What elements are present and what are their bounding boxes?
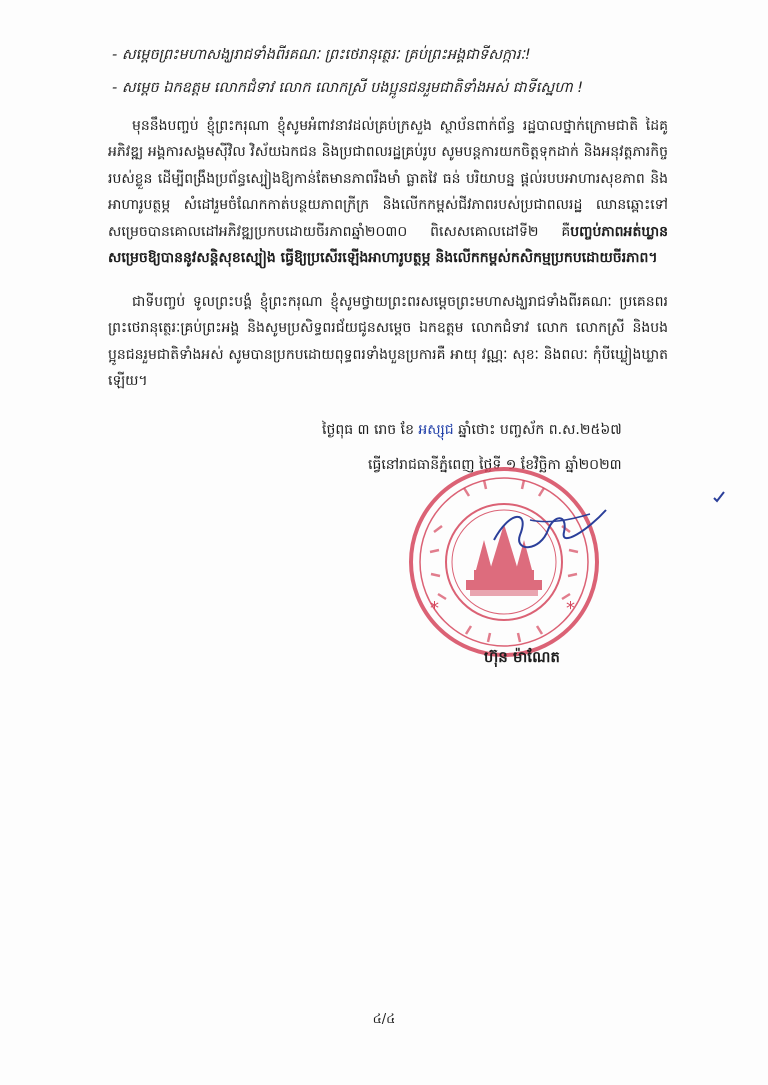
lunar-month: អស្សុជ [418,422,454,438]
appeal-text: មុននឹងបញ្ចប់ ខ្ញុំព្រះករុណា ខ្ញុំសូមអំពាវនាវដល់គ្រប់ក្រសួង ស្ថាប័នពាក់ព័ន្ធ រដ្ឋបាលថ្នាក់ក្រោមជាតិ ដៃគូអភិវឌ្ឍ អង្គការសង្គមស៊ីវិល វិស័យឯកជន និងប្រជាពលរដ្ឋគ្រប់រូប សូមបន្តការយកចិត្តទុកដាក់ និងអនុវត្តភារកិច្ចរបស់ខ្លួន ដើម្បីពង្រឹងប្រព័ន្ធស្បៀងឱ្យកាន់តែមានភាពរឹងមាំ ធ្លាតវៃ ធន់ បរិយាបន្ន ផ្ដល់របបអាហារសុខភាព និងអាហារូបត្ថម្ភ សំដៅរួមចំណែកកាត់បន្ថយភាពក្រីក្រ និងលើកកម្ពស់ជីវភាពរបស់ប្រជាពលរដ្ឋ ឈានឆ្ពោះទៅសម្រេចបានគោលដៅអភិវឌ្ឍប្រកបដោយចីរភាពឆ្នាំ២០៣០ ពិសេសគោលដៅទី២ គឺ [108,118,668,240]
svg-text:*: * [430,598,439,619]
svg-text:*: * [566,598,575,619]
salutation-line-2: - សម្ដេច ឯកឧត្ដម លោកជំទាវ លោក លោកស្រី បងប្អូនជនរួមជាតិទាំងអស់ ជាទីស្នេហា ! [112,80,584,96]
lunar-date-prefix: ថ្ងៃពុធ ៣ រោច ខែ [322,422,414,438]
solar-date: ធ្វើនៅរាជធានីភ្នំពេញ ថ្ងៃទី ១ ខែវិច្ឆិកា ឆ្នាំ២០២៣ [368,457,622,473]
official-seal-stamp [404,462,604,662]
signatory-name: ហ៊ុន ម៉ាណែត [484,648,560,666]
blessing-text: ជាទីបញ្ចប់ ទូលព្រះបង្គំ ខ្ញុំព្រះករុណា ខ្ញុំសូមថ្វាយព្រះពរសម្ដេចព្រះមហាសង្ឃរាជទាំងពីរគណៈ ប្រគេនពរព្រះថេរានុត្ថេរៈគ្រប់ព្រះអង្គ និងសូមប្រសិទ្ធពរជ័យជូនសម្ដេច ឯកឧត្ដម លោកជំទាវ លោក លោកស្រី និងបងប្អូនជនរួមជាតិទាំងអស់ សូមបានប្រកបដោយពុទ្ធពរទាំងបួនប្រការគឺ អាយុ វណ្ណៈ សុខៈ និងពលៈ កុំបីឃ្លៀងឃ្លាតឡើយ។ [108,294,668,390]
checkmark-icon [712,489,726,503]
appeal-bold-goal: បញ្ចប់ភាពអត់ឃ្លាន សម្រេចឱ្យបាននូវសន្តិសុខស្បៀង ធ្វើឱ្យប្រសើរឡើងអាហារូបត្ថម្ភ និងលើកកម្ពស់កសិកម្មប្រកបដោយចីរភាព។ [108,223,668,267]
lunar-date-suffix: ឆ្នាំថោះ បញ្ចស័ក ព.ស.២៥៦៧ [458,422,622,438]
handwritten-signature [490,500,610,560]
closing-appeal-paragraph [108,113,668,271]
blessing-paragraph [108,289,668,395]
salutation-line-1: - សម្ដេចព្រះមហាសង្ឃរាជទាំងពីរគណៈ ព្រះថេរានុត្ថេរៈ គ្រប់ព្រះអង្គជាទីសក្ការៈ! [112,47,531,63]
lunar-date [322,417,722,443]
page-number: ៤/៤ [372,1012,396,1027]
